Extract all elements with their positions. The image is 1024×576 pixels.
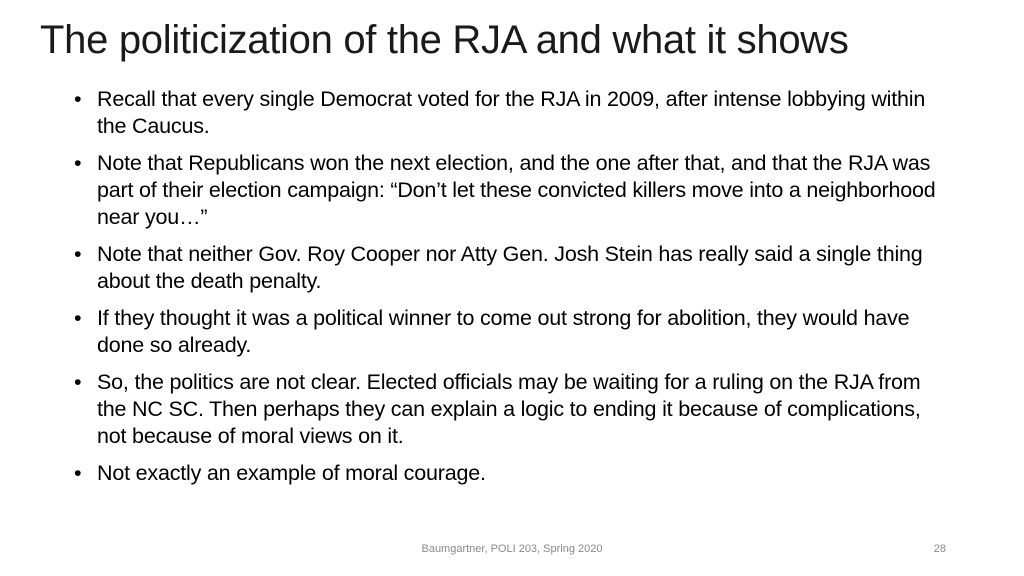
bullet-item: • If they thought it was a political winner to come out strong for abolition, they would have done so already. xyxy=(72,305,952,359)
bullet-item: • Not exactly an example of moral courage. xyxy=(72,460,952,487)
bullet-item: • So, the politics are not clear. Elected officials may be waiting for a ruling on the RJA from the NC SC. Then perhaps they can explain a logic to ending it because of complications, not because of moral views on it. xyxy=(72,369,952,450)
bullet-list xyxy=(72,86,952,497)
slide-footer: Baumgartner, POLI 203, Spring 2020 xyxy=(421,543,603,555)
page-number: 28 xyxy=(933,543,946,555)
bullet-item: • Note that Republicans won the next election, and the one after that, and that the RJA was part of their election campaign: “Don’t let these convicted killers move into a neighborhood near you…” xyxy=(72,150,952,231)
slide-title: The politicization of the RJA and what it shows xyxy=(40,18,849,62)
bullet-item: • Recall that every single Democrat voted for the RJA in 2009, after intense lobbying within the Caucus. xyxy=(72,86,952,140)
bullet-item: • Note that neither Gov. Roy Cooper nor Atty Gen. Josh Stein has really said a single thing about the death penalty. xyxy=(72,241,952,295)
